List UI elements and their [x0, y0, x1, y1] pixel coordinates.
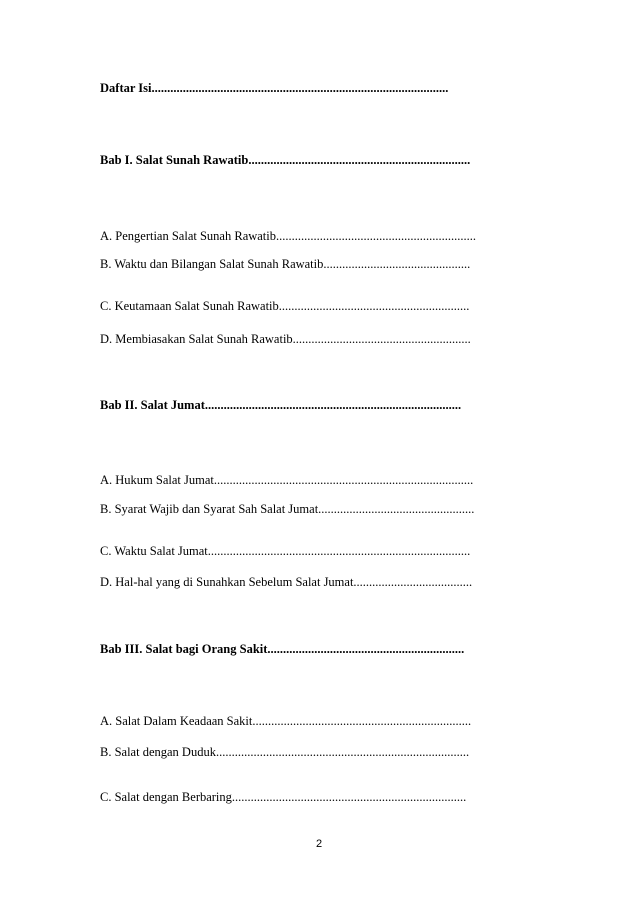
toc-item-bab2-a: A. Hukum Salat Jumat...................................................................................	[100, 473, 474, 487]
toc-item-bab2-d: D. Hal-hal yang di Sunahkan Sebelum Salat Jumat......................................	[100, 575, 473, 589]
toc-heading-bab-3: Bab III. Salat bagi Orang Sakit...............................................................	[100, 642, 465, 656]
toc-item-bab1-c: C. Keutamaan Salat Sunah Rawatib.............................................................	[100, 299, 470, 313]
toc-heading-bab-1: Bab I. Salat Sunah Rawatib.......................................................................	[100, 153, 471, 167]
toc-item-bab1-b: B. Waktu dan Bilangan Salat Sunah Rawatib...............................................	[100, 257, 471, 271]
toc-item-bab2-c: C. Waktu Salat Jumat....................................................................................	[100, 544, 471, 558]
toc-item-bab1-a: A. Pengertian Salat Sunah Rawatib................................................................	[100, 229, 477, 243]
toc-item-bab2-b: B. Syarat Wajib dan Syarat Sah Salat Jumat..................................................	[100, 502, 475, 516]
toc-heading-bab-2: Bab II. Salat Jumat..................................................................................	[100, 398, 462, 412]
toc-item-bab3-a: A. Salat Dalam Keadaan Sakit......................................................................	[100, 714, 472, 728]
toc-heading-daftar-isi: Daftar Isi...............................................................................................	[100, 81, 449, 95]
toc-item-bab3-b: B. Salat dengan Duduk.................................................................................	[100, 745, 470, 759]
toc-item-bab3-c: C. Salat dengan Berbaring...........................................................................	[100, 790, 467, 804]
toc-item-bab1-d: D. Membiasakan Salat Sunah Rawatib.........................................................	[100, 332, 471, 346]
page-number: 2	[315, 838, 323, 850]
